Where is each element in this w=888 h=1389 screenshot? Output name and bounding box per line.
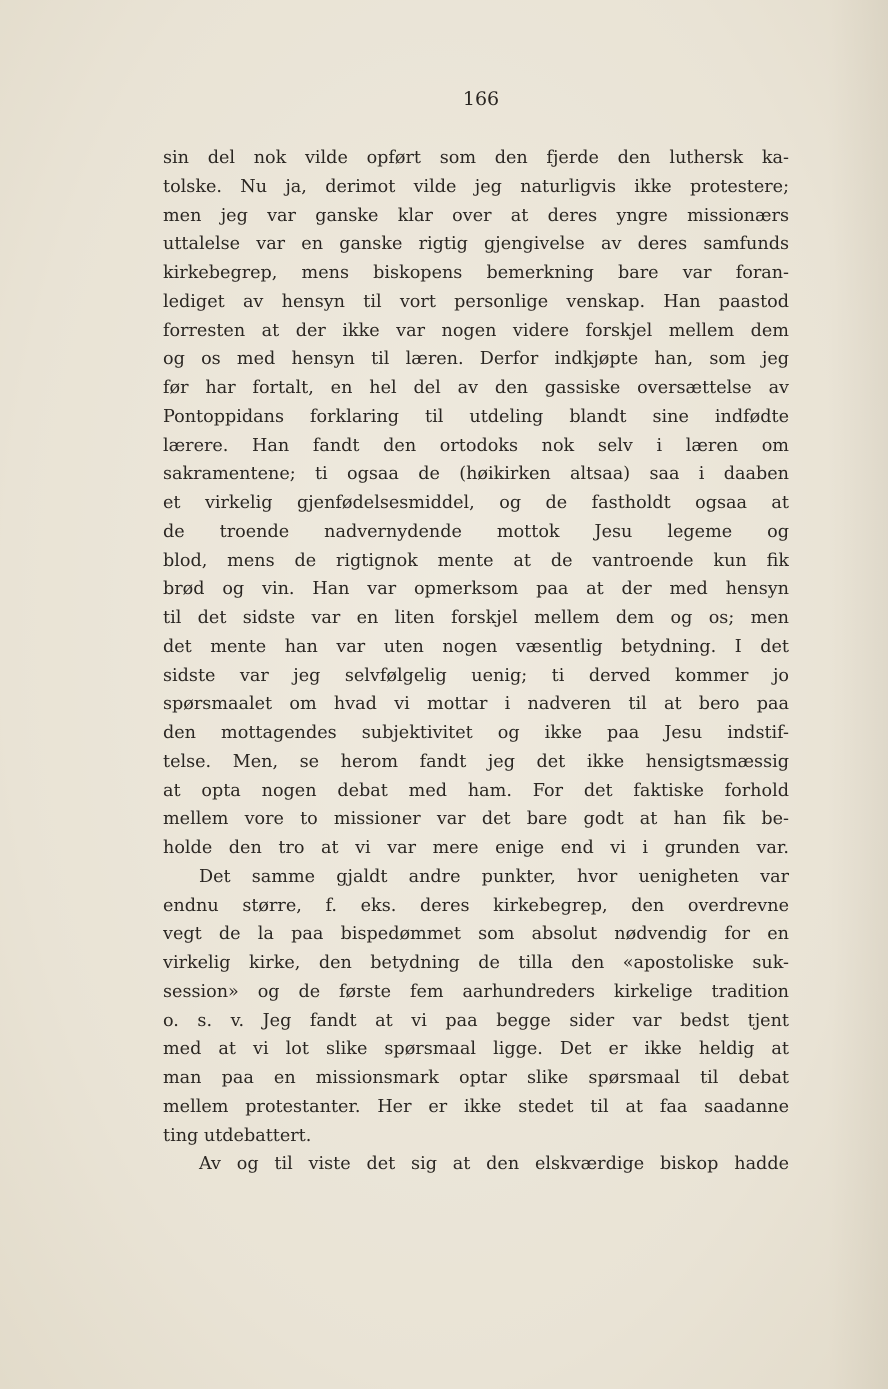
text-line: tolske. Nu ja, derimot vilde jeg naturligvis ikke protestere;	[163, 176, 789, 197]
text-line: o. s. v. Jeg fandt at vi paa begge sider var bedst tjent	[163, 1010, 789, 1031]
text-line: et virkelig gjenfødelsesmiddel, og de fastholdt ogsaa at	[163, 493, 789, 513]
text-line: Det samme gjaldt andre punkter, hvor uenigheten var	[199, 866, 789, 887]
text-line: at opta nogen debat med ham. For det faktiske forhold	[163, 780, 789, 801]
text-line: de troende nadvernydende mottok Jesu legeme og	[163, 521, 789, 542]
text-line: Pontoppidans forklaring til utdeling blandt sine indfødte	[163, 406, 789, 427]
text-line: telse. Men, se herom fandt jeg det ikke hensigtsmæssig	[163, 751, 789, 772]
text-line: Av og til viste det sig at den elskværdige biskop hadde	[199, 1154, 789, 1175]
text-line: og os med hensyn til læren. Derfor indkjøpte han, som jeg	[163, 349, 789, 370]
text-line: man paa en missionsmark optar slike spørsmaal til debat	[163, 1068, 789, 1088]
text-line: virkelig kirke, den betydning de tilla den «apostoliske suk-	[163, 953, 789, 973]
text-line: holde den tro at vi var mere enige end vi i grunden var.	[163, 838, 789, 858]
text-line: ting utdebattert.	[163, 1125, 312, 1146]
text-line: endnu større, f. eks. deres kirkebegrep, den overdrevne	[163, 895, 789, 916]
text-line: brød og vin. Han var opmerksom paa at der med hensyn	[163, 579, 789, 600]
page-edge-shadow	[828, 0, 888, 1389]
text-line: sin del nok vilde opført som den fjerde den luthersk ka-	[163, 148, 789, 168]
text-line: sidste var jeg selvfølgelig uenig; ti derved kommer jo	[163, 665, 789, 686]
text-line: men jeg var ganske klar over at deres yngre missionærs	[163, 205, 789, 226]
page-number: 166	[462, 88, 500, 110]
text-line: før har fortalt, en hel del av den gassiske oversættelse av	[163, 378, 789, 398]
text-line: uttalelse var en ganske rigtig gjengivelse av deres samfunds	[163, 234, 789, 255]
body-text	[163, 144, 789, 1179]
text-line: sakramentene; ti ogsaa de (høikirken altsaa) saa i daaben	[163, 464, 789, 485]
text-line: mellem protestanter. Her er ikke stedet til at faa saadanne	[163, 1096, 789, 1117]
text-line: mellem vore to missioner var det bare godt at han fik be-	[163, 809, 789, 830]
text-line: det mente han var uten nogen væsentlig betydning. I det	[163, 636, 789, 657]
text-line: vegt de la paa bispedømmet som absolut nødvendig for en	[163, 924, 789, 945]
text-line: session» og de første fem aarhundreders kirkelige tradition	[163, 981, 789, 1002]
text-line: med at vi lot slike spørsmaal ligge. Det er ikke heldig at	[163, 1039, 789, 1060]
text-line: den mottagendes subjektivitet og ikke paa Jesu indstif-	[163, 723, 789, 743]
text-line: til det sidste var en liten forskjel mellem dem og os; men	[163, 608, 789, 628]
text-line: forresten at der ikke var nogen videre forskjel mellem dem	[163, 320, 789, 341]
text-line: kirkebegrep, mens biskopens bemerkning bare var foran-	[163, 263, 789, 283]
text-line: blod, mens de rigtignok mente at de vantroende kun fik	[163, 550, 789, 571]
text-line: lærere. Han fandt den ortodoks nok selv i læren om	[163, 435, 789, 456]
text-line: spørsmaalet om hvad vi mottar i nadveren til at bero paa	[163, 694, 789, 715]
text-line: lediget av hensyn til vort personlige venskap. Han paastod	[163, 291, 789, 312]
